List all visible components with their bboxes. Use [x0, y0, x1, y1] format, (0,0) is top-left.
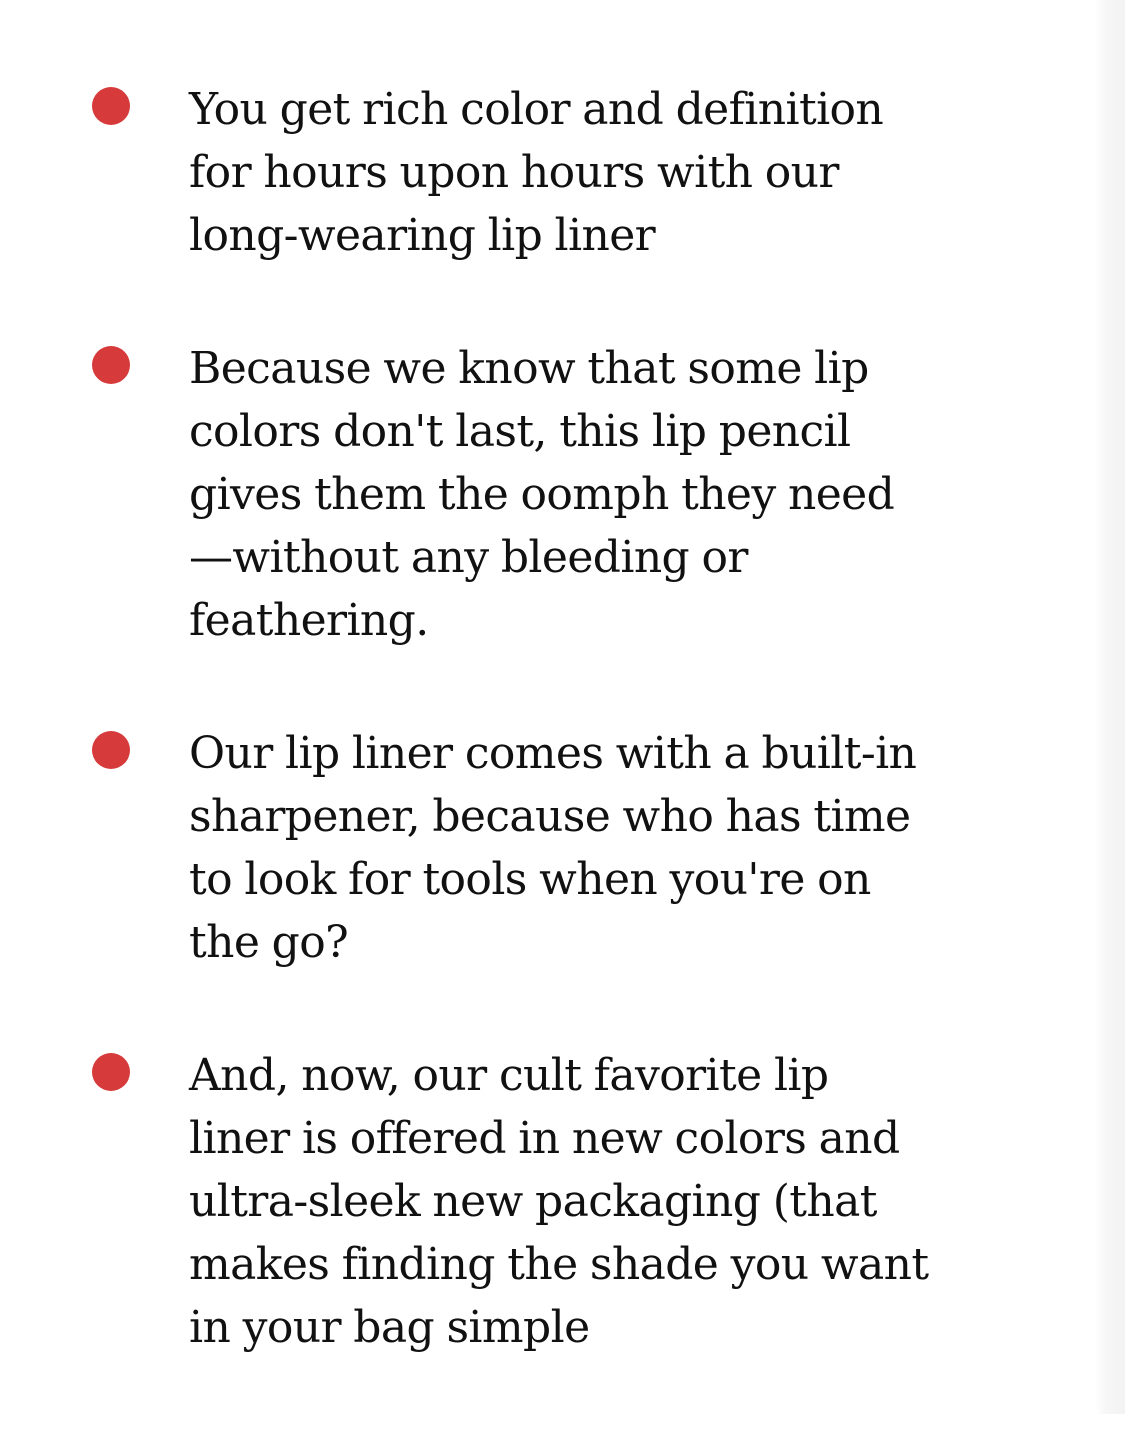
bullet-dot-icon — [92, 346, 130, 384]
list-item — [0, 722, 1090, 974]
bullet-text: Our lip liner comes with a built-in sharpener, because who has time to look for tools when you're on the go? — [189, 728, 917, 968]
bullet-text: You get rich color and definition for hours upon hours with our long-wearing lip liner — [189, 84, 884, 261]
bullet-text: Because we know that some lip colors don't last, this lip pencil gives them the oomph they need—without any bleeding or feathering. — [189, 343, 895, 646]
bullet-text: And, now, our cult favorite lip liner is offered in new colors and ultra-sleek new packaging (that makes finding the shade you want in your bag simple — [189, 1050, 929, 1353]
benefits-list — [0, 78, 1090, 1429]
bullet-dot-icon — [92, 1053, 130, 1091]
bullet-dot-icon — [92, 87, 130, 125]
list-item — [0, 1044, 1090, 1359]
scroll-edge[interactable] — [1095, 0, 1125, 1414]
list-item — [0, 78, 1090, 267]
list-item — [0, 337, 1090, 652]
bullet-dot-icon — [92, 731, 130, 769]
